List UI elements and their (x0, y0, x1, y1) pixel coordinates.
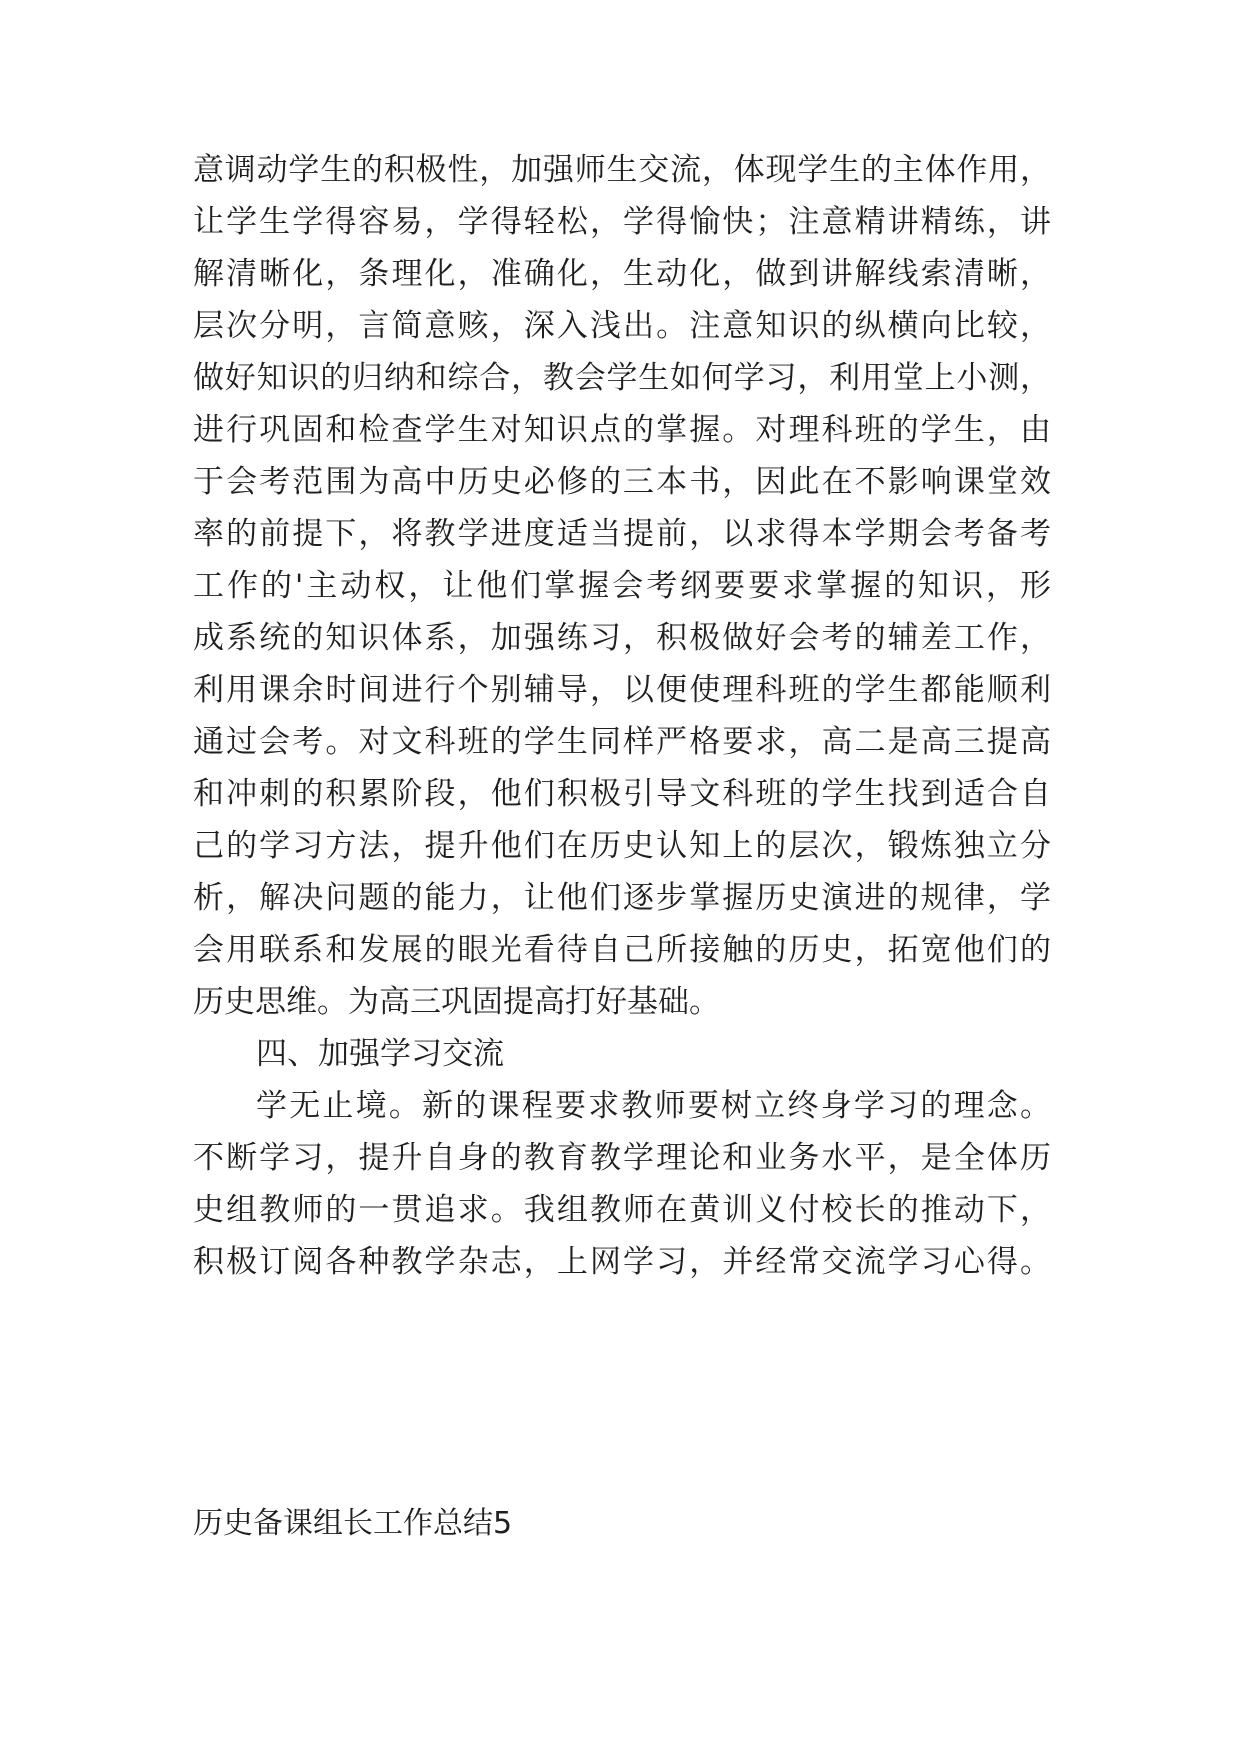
paragraph-line: 析，解决问题的能力，让他们逐步掌握历史演进的规律，学 (193, 880, 1051, 916)
paragraph-line: 和冲刺的积累阶段，他们积极引导文科班的学生找到适合自 (193, 776, 1051, 812)
paragraph-line: 解清晰化，条理化，准确化，生动化，做到讲解线索清晰， (193, 256, 1051, 292)
paragraph-line: 成系统的知识体系，加强练习，积极做好会考的辅差工作， (193, 620, 1051, 656)
paragraph-line: 于会考范围为高中历史必修的三本书，因此在不影响课堂效 (193, 464, 1051, 500)
section-heading: 四、加强学习交流 (256, 1036, 504, 1072)
paragraph-line: 意调动学生的积极性，加强师生交流，体现学生的主体作用， (193, 152, 1051, 188)
paragraph-line: 率的前提下，将教学进度适当提前，以求得本学期会考备考 (193, 516, 1051, 552)
document-title: 历史备课组长工作总结5 (193, 1506, 513, 1541)
paragraph-line: 让学生学得容易，学得轻松，学得愉快；注意精讲精练，讲 (193, 204, 1051, 240)
paragraph-line: 做好知识的归纳和综合，教会学生如何学习，利用堂上小测， (193, 360, 1051, 396)
paragraph-line: 层次分明，言简意赅，深入浅出。注意知识的纵横向比较， (193, 308, 1051, 344)
paragraph-line: 进行巩固和检查学生对知识点的掌握。对理科班的学生，由 (193, 412, 1051, 448)
paragraph-line: 历史思维。为高三巩固提高打好基础。 (193, 984, 720, 1020)
paragraph-line: 会用联系和发展的眼光看待自己所接触的历史，拓宽他们的 (193, 932, 1051, 968)
paragraph-line: 己的学习方法，提升他们在历史认知上的层次，锻炼独立分 (193, 828, 1051, 864)
paragraph-line: 史组教师的一贯追求。我组教师在黄训义付校长的推动下， (193, 1192, 1051, 1228)
paragraph-line: 通过会考。对文科班的学生同样严格要求，高二是高三提高 (193, 724, 1051, 760)
paragraph-line: 利用课余时间进行个别辅导，以便使理科班的学生都能顺利 (193, 672, 1051, 708)
paragraph-line: 不断学习，提升自身的教育教学理论和业务水平，是全体历 (193, 1140, 1051, 1176)
paragraph-line: 工作的'主动权，让他们掌握会考纲要要求掌握的知识，形 (193, 568, 1051, 604)
paragraph-line: 学无止境。新的课程要求教师要树立终身学习的理念。 (256, 1088, 1051, 1124)
paragraph-line: 积极订阅各种教学杂志，上网学习，并经常交流学习心得。 (193, 1244, 1051, 1280)
